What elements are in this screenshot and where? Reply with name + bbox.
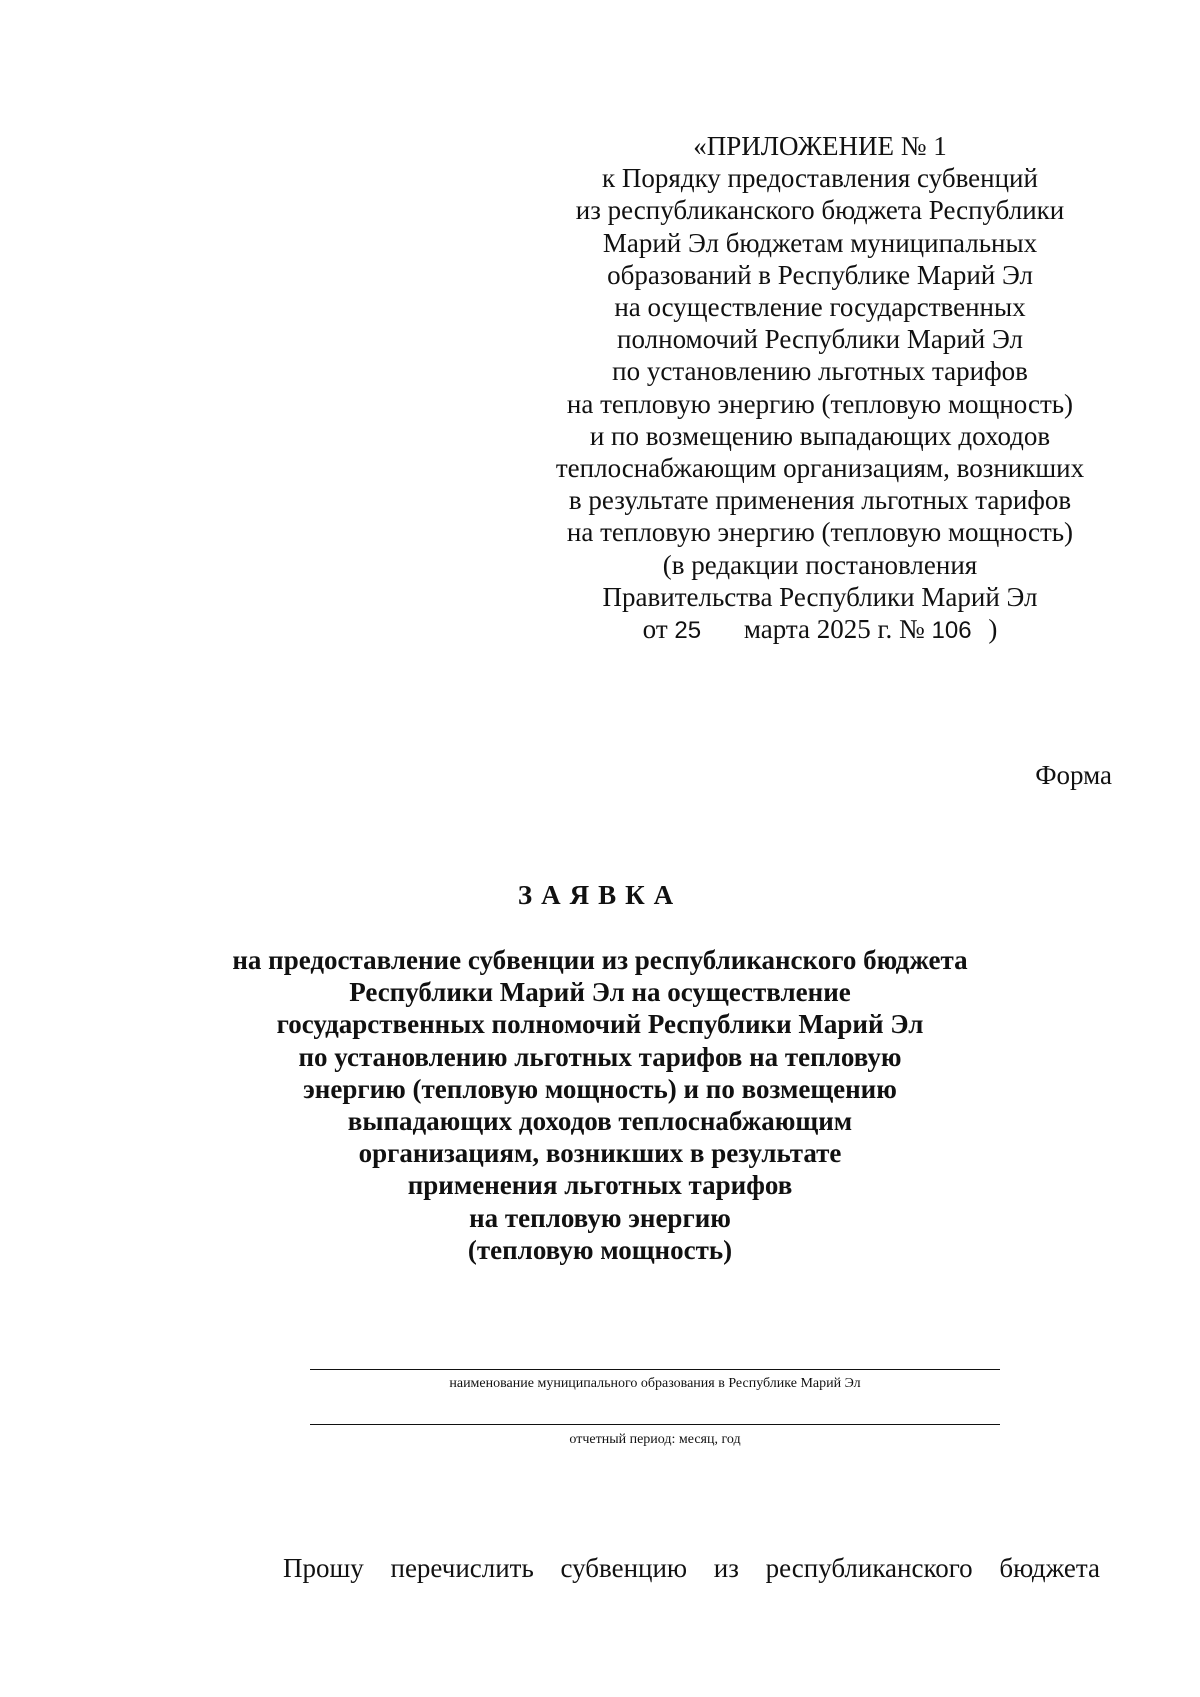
subtitle-line: организациям, возникших в результате	[358, 1138, 842, 1169]
date-middle: марта 2025 г. №	[743, 614, 925, 645]
resolution-number: 106	[931, 617, 972, 645]
appendix-line: из республиканского бюджета Республики	[575, 195, 1065, 226]
appendix-line: (в редакции постановления	[662, 549, 978, 580]
date-prefix: от	[642, 614, 668, 645]
appendix-line: в результате применения льготных тарифов	[568, 485, 1072, 516]
subtitle-line: Республики Марий Эл на осуществление	[349, 977, 851, 1008]
appendix-line: теплоснабжающим организациям, возникших	[555, 453, 1085, 484]
municipality-caption: наименование муниципального образования в Республике Марий Эл	[449, 1376, 861, 1391]
municipality-blank-line	[310, 1369, 1000, 1370]
appendix-line: на осуществление государственных	[614, 292, 1026, 323]
subtitle-line: применения льготных тарифов	[407, 1170, 793, 1201]
subtitle-line: выпадающих доходов теплоснабжающим	[347, 1106, 853, 1137]
subtitle-line: (тепловую мощность)	[467, 1234, 733, 1265]
appendix-line: полномочий Республики Марий Эл	[617, 324, 1023, 355]
document-title: ЗАЯВКА	[517, 880, 683, 910]
date-day: 25	[674, 617, 702, 645]
subtitle-line: по установлению льготных тарифов на тепловую	[298, 1041, 902, 1072]
subtitle-line: на тепловую энергию	[469, 1202, 731, 1233]
document-subtitle	[160, 944, 1040, 1266]
subtitle-line: государственных полномочий Республики Марий Эл	[276, 1009, 924, 1040]
appendix-line: на тепловую энергию (тепловую мощность)	[566, 517, 1074, 548]
appendix-line: «ПРИЛОЖЕНИЕ № 1	[693, 131, 947, 161]
paragraph-first-line: Прошу перечислить субвенцию из республиканского бюджета	[283, 1553, 1100, 1583]
appendix-line: Правительства Республики Марий Эл	[602, 581, 1038, 612]
appendix-line: образований в Республике Марий Эл	[607, 259, 1033, 290]
subtitle-line: на предоставление субвенции из республиканского бюджета	[232, 945, 968, 975]
period-blank-line	[310, 1424, 1000, 1425]
date-suffix: )	[988, 614, 998, 645]
period-caption: отчетный период: месяц, год	[569, 1432, 741, 1447]
appendix-line: Марий Эл бюджетам муниципальных	[602, 227, 1038, 258]
form-label: Форма	[1035, 760, 1112, 790]
appendix-line: к Порядку предоставления субвенций	[602, 163, 1038, 194]
body-paragraph	[283, 1553, 1100, 1584]
subtitle-line: энергию (тепловую мощность) и по возмещению	[303, 1073, 897, 1104]
appendix-header	[540, 130, 1100, 647]
appendix-line: на тепловую энергию (тепловую мощность)	[566, 388, 1074, 419]
resolution-date-line	[540, 613, 1100, 647]
appendix-line: и по возмещению выпадающих доходов	[589, 420, 1051, 451]
appendix-line: по установлению льготных тарифов	[612, 356, 1028, 387]
